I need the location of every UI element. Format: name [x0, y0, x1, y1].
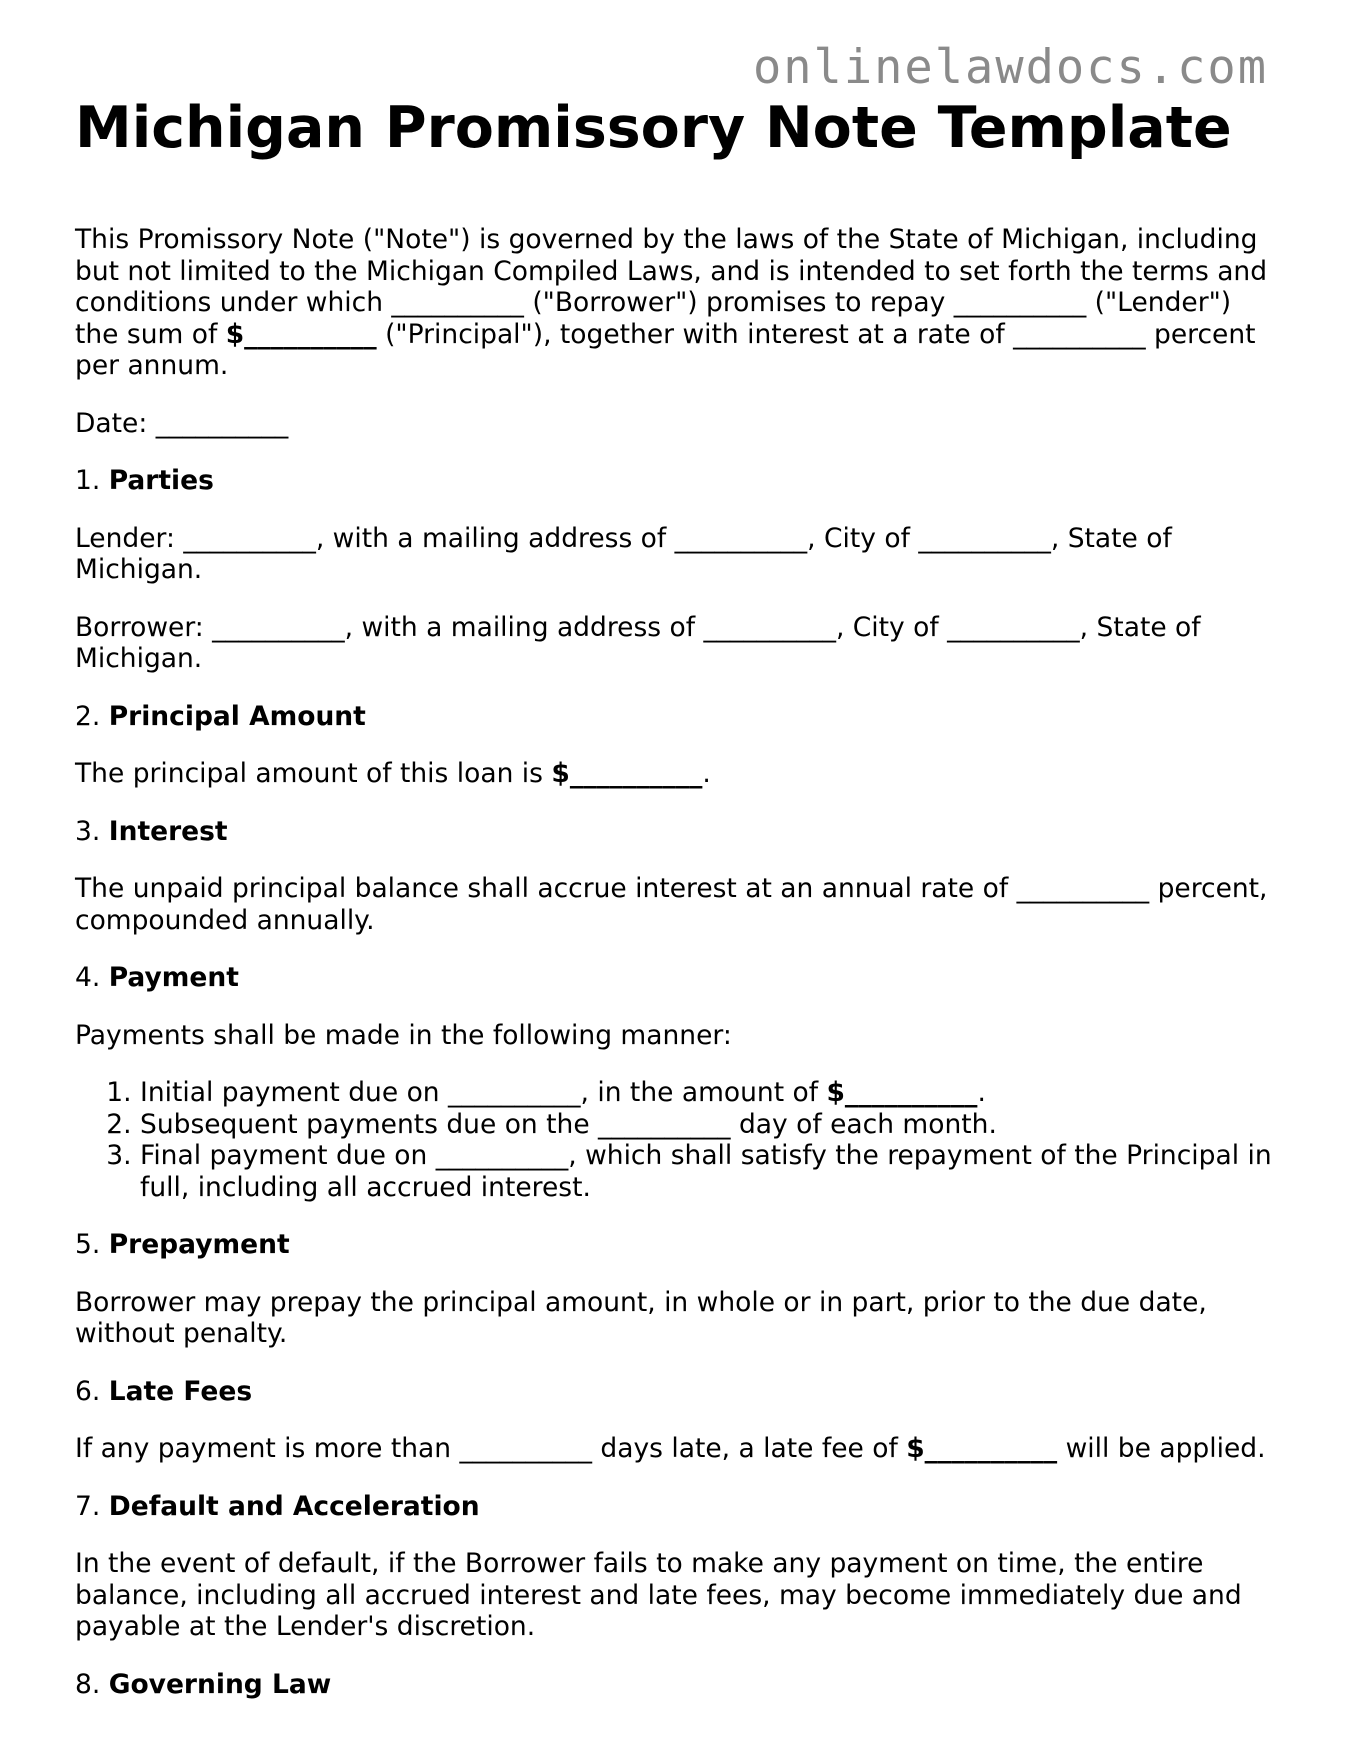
section-heading-interest: 3. Interest: [75, 815, 228, 847]
section-heading-late-fees: 6. Late Fees: [75, 1375, 253, 1407]
page-title: Michigan Promissory Note Template: [75, 95, 1232, 161]
section-heading-principal: 2. Principal Amount: [75, 700, 366, 732]
interest-paragraph: The unpaid principal balance shall accrue interest at an annual rate of __________ percent, compounded annually.: [75, 873, 1268, 936]
intro-paragraph: This Promissory Note ("Note") is governed by the laws of the State of Michigan, including but not limited to the Michigan Compiled Laws, and is intended to set forth the terms and conditions under which __________ ("Borrower") promises to repay __________ ("Lender") the sum of $__________ ("Principal"), together with interest at a rate of __________ percent per annum.: [75, 224, 1268, 382]
prepayment-paragraph: Borrower may prepay the principal amount, in whole or in part, prior to the due date, without penalty.: [75, 1286, 1207, 1350]
payment-list: [75, 1077, 1275, 1203]
lender-blank: __________: [953, 287, 1087, 319]
principal-paragraph: The principal amount of this loan is $__________.: [75, 758, 711, 790]
principal-blank: $__________: [225, 318, 377, 350]
section-heading-parties: 1. Parties: [75, 465, 214, 497]
document: [75, 94, 1275, 1700]
section-heading-payment: 4. Payment: [75, 962, 239, 994]
date-blank: __________: [155, 407, 289, 439]
lender-line: Lender: __________, with a mailing address of __________, City of __________, State of Michigan.: [75, 522, 1172, 586]
borrower-line: Borrower: __________, with a mailing address of __________, City of __________, State of Michigan.: [75, 611, 1201, 675]
borrower-blank: __________: [391, 287, 524, 319]
default-paragraph: In the event of default, if the Borrower fails to make any payment on time, the entire balance, including all accrued interest and late fees, may become immediately due and payable at the Lender's discretion.: [75, 1548, 1242, 1643]
section-heading-prepayment: 5. Prepayment: [75, 1229, 290, 1261]
late-fees-paragraph: If any payment is more than __________ days late, a late fee of $__________ will be applied.: [75, 1433, 1266, 1465]
site-watermark: onlinelawdocs.com: [752, 40, 1268, 95]
section-heading-governing-law: 8. Governing Law: [75, 1668, 332, 1700]
payment-intro: Payments shall be made in the following manner:: [75, 1019, 732, 1051]
list-item: 3. Final payment due on __________, which shall satisfy the repayment of the Principal in full, including all accrued interest.: [140, 1140, 1275, 1203]
rate-blank: __________: [1013, 318, 1146, 350]
section-heading-default: 7. Default and Acceleration: [75, 1490, 480, 1522]
date-line: Date: __________: [75, 407, 289, 439]
list-item: 2. Subsequent payments due on the __________ day of each month.: [140, 1109, 1275, 1141]
list-item: 1. Initial payment due on __________, in the amount of $__________.: [140, 1077, 1275, 1109]
